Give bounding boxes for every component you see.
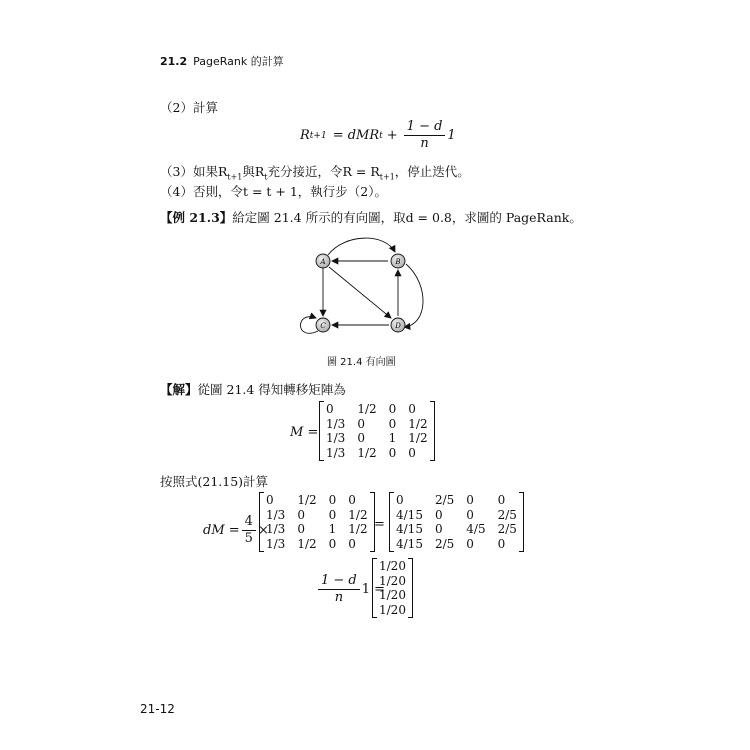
- step-3-a: （3）如果R: [160, 164, 228, 179]
- matrix-dm-cell: 2/5: [497, 522, 517, 536]
- matrix-dm-cell: 0: [434, 507, 443, 522]
- teleport-vector-cell: 1/20: [379, 573, 406, 588]
- matrix-dm-cell: 0: [466, 507, 474, 522]
- edge-a-b-curve: [328, 238, 395, 255]
- dm-fraction: [242, 515, 256, 546]
- formula-lhs: R: [300, 128, 310, 143]
- section-title: PageRank 的計算: [193, 55, 284, 68]
- teleport-one: 1 =: [361, 582, 386, 597]
- matrix-m-2-cell: 1/2: [348, 522, 368, 536]
- step-3-sub3: t+1: [379, 172, 395, 182]
- matrix-m-row: [320, 417, 434, 432]
- fraction-num: 1 − d: [404, 120, 446, 136]
- matrix-m-cell: 0: [388, 416, 397, 431]
- node-a-label: A: [320, 258, 326, 266]
- teleport-vector-row: [373, 559, 412, 574]
- matrix-m-row: [320, 402, 434, 417]
- matrix-m-2-cell: 0: [348, 493, 356, 507]
- matrix-m-cell: 1/2: [357, 402, 377, 416]
- matrix-dm-row: [390, 537, 523, 552]
- matrix-m-2-cell: 0: [328, 493, 337, 507]
- solution-label: 【解】: [160, 382, 198, 397]
- solution-text: 從圖 21.4 得知轉移矩陣為: [197, 382, 346, 397]
- example-21-3: [160, 208, 582, 226]
- matrix-m-cell: 1/3: [326, 416, 346, 431]
- step-4: （4）否則，令t = t + 1，執行步（2）。: [160, 184, 387, 199]
- matrix-m-cell: 1/2: [408, 431, 428, 445]
- matrix-m-2-cell: 1/2: [297, 493, 317, 507]
- matrix-m-2-row: [260, 493, 374, 508]
- matrix-dm-cell: 0: [497, 493, 506, 507]
- teleport-den: n: [334, 590, 344, 605]
- matrix-dm-cell: 2/5: [434, 493, 455, 507]
- matrix-m-cell: 0: [326, 402, 334, 416]
- node-c-label: C: [320, 322, 326, 330]
- dm-num: 4: [242, 515, 256, 531]
- matrix-m-2-cell: 0: [328, 536, 337, 551]
- step-3-b: 與R: [242, 164, 265, 179]
- matrix-dm-cell: 2/5: [497, 507, 517, 522]
- page-number: 21-12: [140, 702, 175, 716]
- matrix-m-2-table: [257, 493, 374, 551]
- matrix-m-2-cell: 1/3: [266, 507, 286, 522]
- matrix-m-2: [259, 493, 375, 551]
- teleport-vector: [372, 559, 413, 617]
- matrix-m-cell: 1: [388, 431, 397, 445]
- matrix-dm-cell: 0: [466, 536, 474, 551]
- directed-graph: [290, 230, 440, 345]
- running-header: [160, 53, 284, 69]
- dm-times: ×: [257, 523, 269, 538]
- teleport-num: 1 − d: [318, 574, 360, 590]
- figure-caption: 圖 21.4 有向圖: [327, 357, 396, 368]
- teleport-vector-cell: 1/20: [379, 602, 406, 617]
- section-number: 21.2: [160, 55, 188, 68]
- matrix-m-cell: 1/2: [408, 416, 428, 431]
- dm-den: 5: [244, 531, 253, 546]
- matrix-dm-row: [390, 508, 523, 523]
- matrix-dm: [389, 493, 524, 551]
- matrix-m-name: M =: [290, 425, 319, 440]
- matrix-m: [319, 402, 435, 460]
- matrix-m-cell: 0: [388, 402, 397, 416]
- matrix-m-2-cell: 1/2: [297, 536, 317, 551]
- matrix-m-2-cell: 0: [348, 536, 356, 551]
- matrix-dm-cell: 4/15: [396, 536, 423, 551]
- example-label: 【例 21.3】: [160, 210, 233, 225]
- matrix-m-row: [320, 446, 434, 461]
- matrix-dm-row: [390, 522, 523, 537]
- teleport-vector-table: [373, 559, 412, 617]
- step-3: [160, 162, 470, 182]
- formula-lhs-sub: t+1: [309, 130, 327, 141]
- teleport-vector-row: [373, 588, 412, 603]
- matrix-dm-cell: 4/15: [396, 507, 423, 522]
- matrix-dm-cell: 2/5: [434, 536, 455, 551]
- node-b-label: B: [395, 258, 401, 266]
- matrix-m-cell: 0: [408, 445, 416, 460]
- matrix-dm-cell: 0: [466, 493, 474, 507]
- step-3-d: ，停止迭代。: [394, 164, 470, 179]
- dm-lhs-text: dM =: [203, 523, 240, 538]
- teleport-vector-row: [373, 603, 412, 618]
- matrix-m-cell: 1/2: [357, 445, 377, 460]
- matrix-m-table: [320, 402, 434, 460]
- formula-fraction: [404, 120, 446, 151]
- matrix-dm-cell: 0: [497, 536, 506, 551]
- matrix-dm-row: [390, 493, 523, 508]
- matrix-dm-table: [390, 493, 523, 551]
- matrix-m-cell: 0: [408, 402, 416, 416]
- formula-mid: = dMR: [332, 128, 380, 143]
- matrix-m-2-cell: 1/3: [266, 522, 286, 536]
- edge-b-d-curve: [404, 264, 423, 327]
- formula-mid-sub: t: [379, 130, 383, 141]
- matrix-m-cell: 1/3: [326, 431, 346, 445]
- matrix-dm-cell: 0: [434, 522, 443, 536]
- fraction-den: n: [420, 136, 429, 151]
- matrix-m-cell: 0: [357, 431, 365, 445]
- dm-equals: =: [374, 517, 385, 532]
- teleport-vector-cell: 1/20: [379, 559, 406, 573]
- matrix-m-cell: 1/3: [326, 445, 346, 460]
- matrix-m-2-row: [260, 537, 374, 552]
- step-3-sub1: t+1: [227, 172, 243, 182]
- example-text: 給定圖 21.4 所示的有向圖，取d = 0.8，求圖的 PageRank。: [232, 210, 582, 225]
- matrix-dm-cell: 4/15: [396, 522, 423, 536]
- edge-c-self: [300, 317, 318, 334]
- matrix-m-2-row: [260, 522, 374, 537]
- step-3-sub2: t: [264, 172, 268, 182]
- calc-intro: 按照式(21.15)計算: [160, 474, 269, 489]
- matrix-m-2-cell: 0: [297, 507, 305, 522]
- formula-plus: +: [386, 128, 398, 143]
- matrix-m-2-cell: 1/2: [348, 507, 368, 522]
- matrix-m-2-cell: 0: [328, 507, 337, 522]
- step-3-c: 充分接近，令R = R: [267, 164, 380, 179]
- matrix-m-row: [320, 431, 434, 446]
- node-d-label: D: [395, 322, 401, 330]
- teleport-fraction: [318, 574, 360, 605]
- solution-line: [160, 380, 346, 398]
- matrix-m-cell: 0: [388, 445, 397, 460]
- edge-a-d: [329, 267, 391, 318]
- teleport-vector-cell: 1/20: [379, 588, 406, 602]
- matrix-m-2-cell: 1/3: [266, 536, 286, 551]
- matrix-dm-cell: 0: [396, 493, 404, 507]
- matrix-m-cell: 0: [357, 416, 365, 431]
- formula-update: [300, 120, 456, 151]
- matrix-m-2-cell: 1: [328, 522, 337, 536]
- formula-tail: 1: [447, 128, 456, 143]
- step-2: （2）計算: [160, 100, 218, 115]
- matrix-m-2-cell: 0: [297, 522, 305, 536]
- matrix-m-2-cell: 0: [266, 493, 274, 507]
- matrix-m-2-row: [260, 508, 374, 523]
- matrix-dm-cell: 4/5: [466, 522, 486, 536]
- teleport-vector-row: [373, 574, 412, 589]
